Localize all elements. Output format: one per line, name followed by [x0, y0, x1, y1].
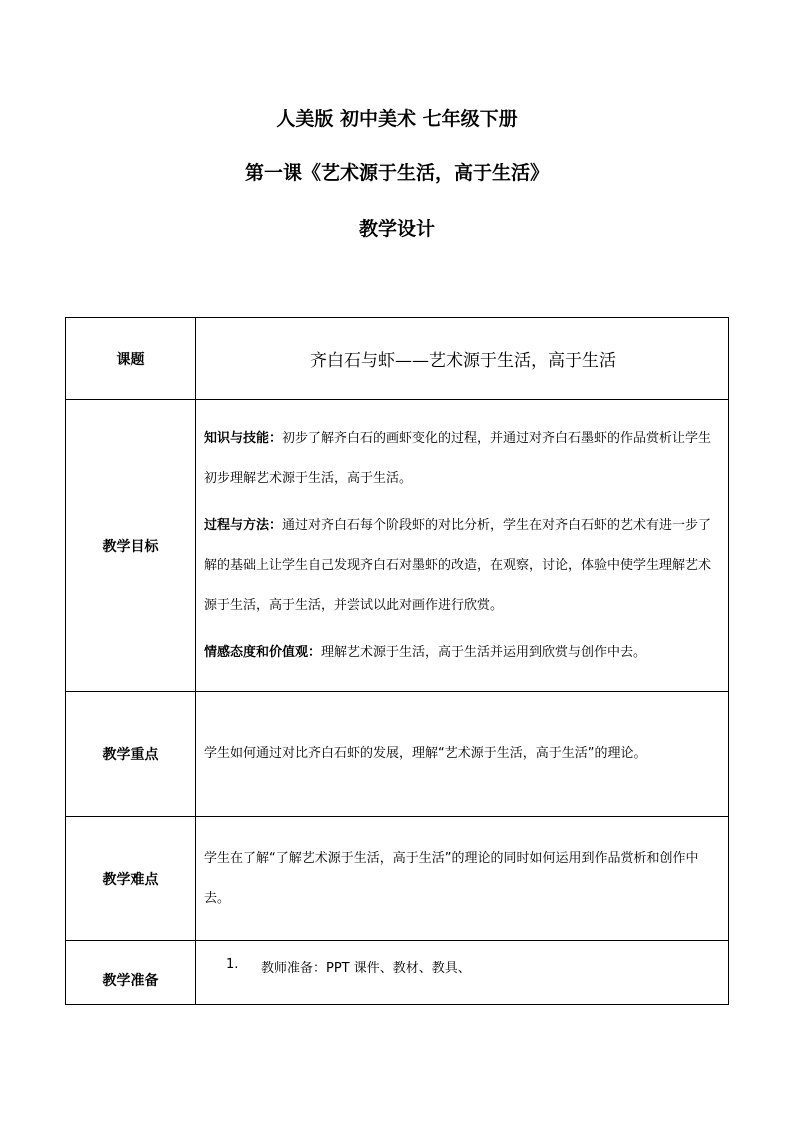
topic-cell — [196, 318, 729, 400]
objectives-cell — [196, 400, 729, 692]
objective-knowledge-heading: 知识与技能： — [204, 430, 283, 446]
key-point-label: 教学重点 — [66, 692, 196, 817]
objective-process-text: 通过对齐白石每个阶段虾的对比分析，学生在对齐白石虾的艺术有进一步了解的基础上让学生自己发现齐白石对墨虾的改造，在观察，讨论，体验中使学生理解艺术源于生活，高于生活，并尝试以此对画作进行欣赏。 — [204, 517, 712, 613]
topic-row — [66, 318, 729, 400]
preparation-cell — [196, 941, 729, 1005]
document-title-line2: 第一课《艺术源于生活，高于生活》 — [244, 162, 549, 184]
topic-label: 课题 — [66, 318, 196, 400]
objective-knowledge — [204, 419, 722, 499]
preparation-item — [204, 941, 722, 989]
key-point-value: 学生如何通过对比齐白石虾的发展，理解“艺术源于生活，高于生活”的理论。 — [196, 692, 729, 817]
preparation-value: 教师准备：PPT 课件、教材、教具、 — [261, 961, 471, 976]
preparation-label: 教学准备 — [66, 941, 196, 1005]
preparation-number: 1. — [226, 957, 239, 972]
document-title-line1: 人美版 初中美术 七年级下册 — [276, 108, 518, 130]
difficulty-value: 学生在了解“了解艺术源于生活，高于生活”的理论的同时如何运用到作品赏析和创作中去。 — [196, 817, 729, 941]
lesson-plan-table — [65, 317, 729, 1005]
objective-knowledge-text: 初步了解齐白石的画虾变化的过程，并通过对齐白石墨虾的作品赏析让学生初步理解艺术源于生活，高于生活。 — [204, 430, 712, 486]
objective-attitude — [204, 633, 722, 673]
preparation-row — [66, 941, 729, 1005]
objectives-label: 教学目标 — [66, 400, 196, 692]
objective-process — [204, 506, 722, 626]
difficulty-label: 教学难点 — [66, 817, 196, 941]
document-title-line3: 教学设计 — [358, 218, 435, 240]
objective-attitude-text: 理解艺术源于生活，高于生活并运用到欣赏与创作中去。 — [321, 644, 647, 660]
objective-attitude-heading: 情感态度和价值观： — [204, 644, 322, 660]
objective-process-heading: 过程与方法： — [204, 517, 283, 533]
difficulty-row — [66, 817, 729, 941]
objectives-row — [66, 400, 729, 692]
topic-value: 齐白石与虾——艺术源于生活，高于生活 — [310, 351, 616, 371]
key-point-row — [66, 692, 729, 817]
